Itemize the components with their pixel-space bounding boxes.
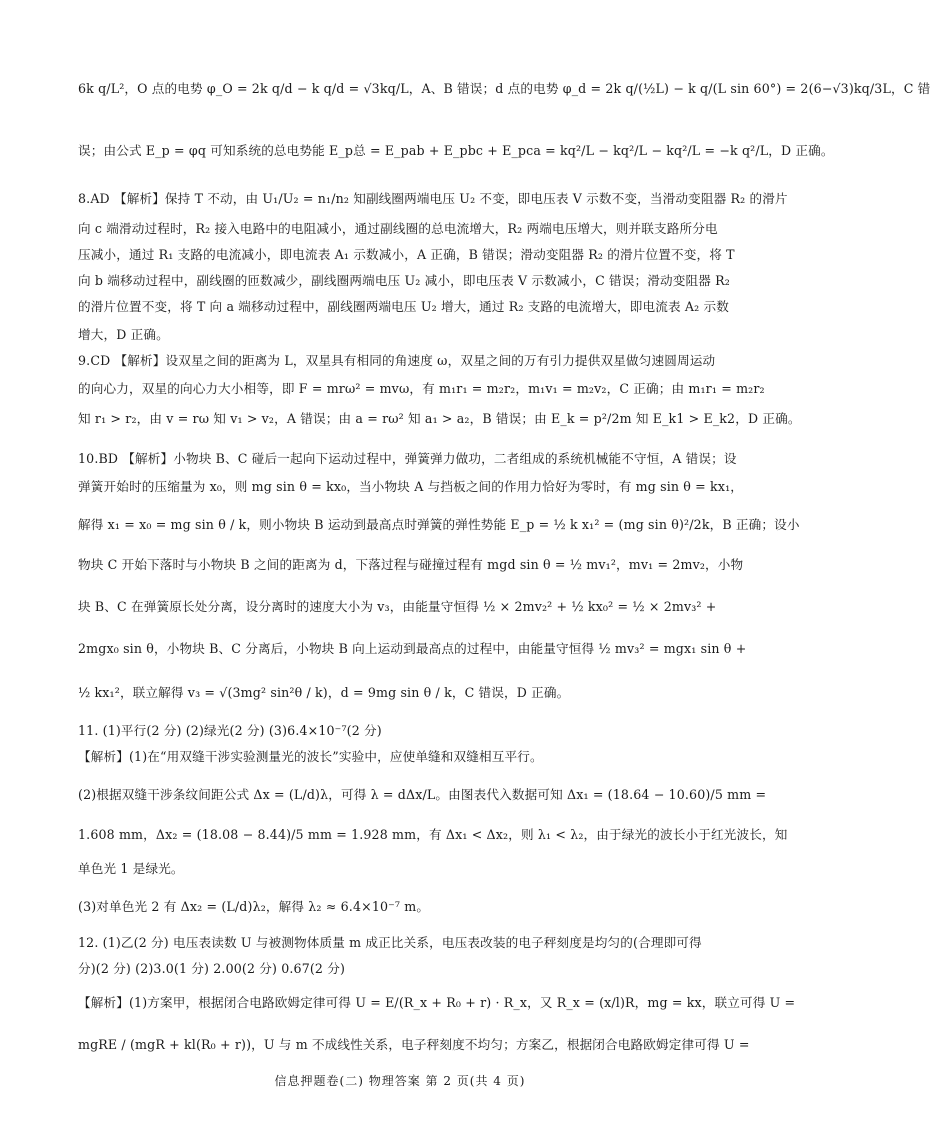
q12-answer-2: 分)(2 分) (2)3.0(1 分) 2.00(2 分) 0.67(2 分) [78, 961, 346, 976]
q8-line-1: 8.AD 【解析】保持 T 不动，由 U₁/U₂ = n₁/n₂ 知副线圈两端电压 U₂ 不变，即电压表 V 示数不变，当滑动变阻器 R₂ 的滑片 [78, 191, 788, 206]
q9-line-3: 知 r₁ > r₂，由 v = rω 知 v₁ > v₂，A 错误；由 a = rω² 知 a₁ > a₂，B 错误；由 E_k = p²/2m 知 E_k1 > E_k2，D 正确。 [78, 411, 801, 426]
q10-line-4: 物块 C 开始下落时与小物块 B 之间的距离为 d，下落过程与碰撞过程有 mgd sin θ = ½ mv₁²，mv₁ = 2mv₂，小物 [78, 557, 744, 572]
q10-line-5: 块 B、C 在弹簧原长处分离，设分离时的速度大小为 v₃，由能量守恒得 ½ × 2mv₂² + ½ kx₀² = ½ × 2mv₃² + [78, 599, 717, 614]
q10-line-3: 解得 x₁ = x₀ = mg sin θ / k，则小物块 B 运动到最高点时弹簧的弹性势能 E_p = ½ k x₁² = (mg sin θ)²/2k，B 正确；设小 [78, 517, 800, 532]
q8-line-3: 压减小，通过 R₁ 支路的电流减小，即电流表 A₁ 示数减小，A 正确，B 错误；滑动变阻器 R₂ 的滑片位置不变，将 T [78, 247, 735, 262]
text-line-1: 6k q/L²，O 点的电势 φ_O = 2k q/d − k q/d = √3kq/L，A、B 错误；d 点的电势 φ_d = 2k q/(½L) − k q/(L sin 60°) = 2(6−√3)kq/3L，C 错 [78, 81, 930, 96]
q12-line-2: mgRE / (mgR + kl(R₀ + r))，U 与 m 不成线性关系，电子秤刻度不均匀；方案乙，根据闭合电路欧姆定律可得 U = [78, 1037, 750, 1052]
q8-line-6: 增大，D 正确。 [78, 327, 169, 342]
q12-line-1: 【解析】(1)方案甲，根据闭合电路欧姆定律可得 U = E/(R_x + R₀ + r) · R_x，又 R_x = (x/l)R，mg = kx，联立可得 U = [78, 995, 796, 1010]
q11-answer: 11. (1)平行(2 分) (2)绿光(2 分) (3)6.4×10⁻⁷(2 分) [78, 723, 382, 738]
q8-line-4: 向 b 端移动过程中，副线圈的匝数减少，副线圈两端电压 U₂ 减小，即电压表 V 示数减小，C 错误；滑动变阻器 R₂ [78, 273, 730, 288]
q10-line-7: ½ kx₁²，联立解得 v₃ = √(3mg² sin²θ / k)，d = 9mg sin θ / k，C 错误，D 正确。 [78, 685, 570, 700]
text-line-2: 误；由公式 E_p = φq 可知系统的总电势能 E_p总 = E_pab + E_pbc + E_pca = kq²/L − kq²/L − kq²/L = −k q²/L，D 正确。 [78, 143, 834, 158]
q10-line-6: 2mgx₀ sin θ，小物块 B、C 分离后，小物块 B 向上运动到最高点的过程中，由能量守恒得 ½ mv₃² = mgx₁ sin θ + [78, 641, 747, 656]
q10-line-2: 弹簧开始时的压缩量为 x₀，则 mg sin θ = kx₀，当小物块 A 与挡板之间的作用力恰好为零时，有 mg sin θ = kx₁， [78, 479, 744, 494]
q9-line-1: 9.CD 【解析】设双星之间的距离为 L，双星具有相同的角速度 ω，双星之间的万有引力提供双星做匀速圆周运动 [78, 353, 716, 368]
q11-line-4: 单色光 1 是绿光。 [78, 861, 184, 876]
q10-line-1: 10.BD 【解析】小物块 B、C 碰后一起向下运动过程中，弹簧弹力做功，二者组成的系统机械能不守恒，A 错误；设 [78, 451, 737, 466]
q11-line-3: 1.608 mm，Δx₂ = (18.08 − 8.44)/5 mm = 1.928 mm，有 Δx₁ < Δx₂，则 λ₁ < λ₂，由于绿光的波长小于红光波长，知 [78, 827, 788, 842]
q11-line-5: (3)对单色光 2 有 Δx₂ = (L/d)λ₂，解得 λ₂ ≈ 6.4×10⁻⁷ m。 [78, 899, 430, 914]
q11-line-2: (2)根据双缝干涉条纹间距公式 Δx = (L/d)λ，可得 λ = dΔx/L。由图表代入数据可知 Δx₁ = (18.64 − 10.60)/5 mm = [78, 787, 767, 802]
page-footer: 信息押题卷(二) 物理答案 第 2 页(共 4 页) [274, 1074, 526, 1088]
q12-answer-1: 12. (1)乙(2 分) 电压表读数 U 与被测物体质量 m 成正比关系，电压表改装的电子秤刻度是均匀的(合理即可得 [78, 935, 702, 950]
q9-line-2: 的向心力，双星的向心力大小相等，即 F = mrω² = mvω，有 m₁r₁ = m₂r₂，m₁v₁ = m₂v₂，C 正确；由 m₁r₁ = m₂r₂ [78, 381, 765, 396]
q8-line-5: 的滑片位置不变，将 T 向 a 端移动过程中，副线圈两端电压 U₂ 增大，通过 R₂ 支路的电流增大，即电流表 A₂ 示数 [78, 299, 729, 314]
q11-line-1: 【解析】(1)在“用双缝干涉实验测量光的波长”实验中，应使单缝和双缝相互平行。 [78, 749, 543, 764]
q8-line-2: 向 c 端滑动过程时，R₂ 接入电路中的电阻减小，通过副线圈的总电流增大，R₂ 两端电压增大，则并联支路所分电 [78, 221, 718, 236]
